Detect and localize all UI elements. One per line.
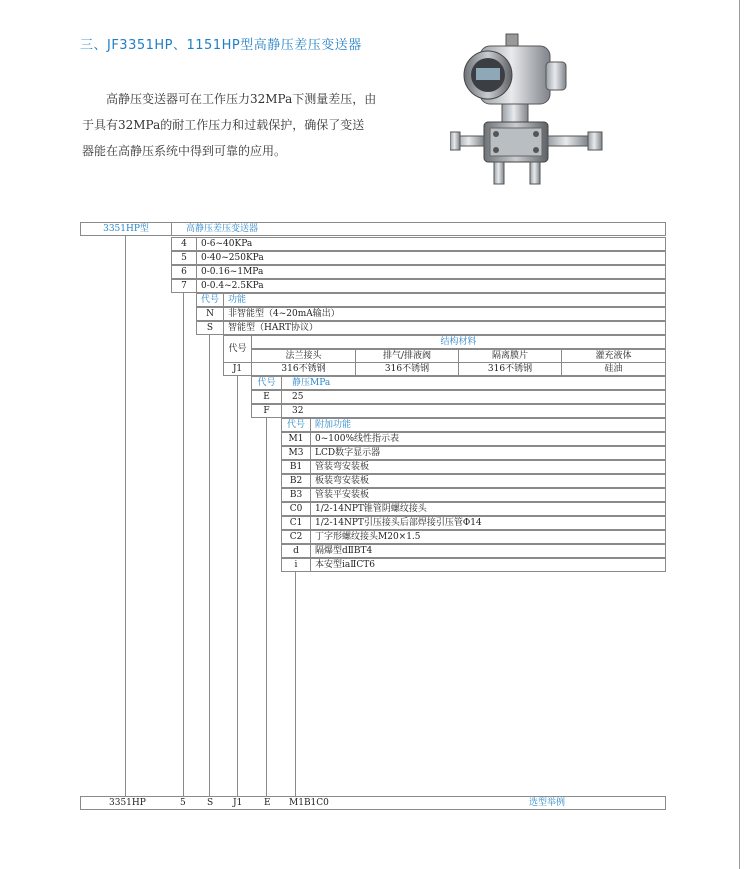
addon-code: B3 [281, 488, 311, 502]
range-code: 4 [171, 237, 197, 251]
function-code-header: 代号 [196, 293, 224, 307]
addon-text: 丁字形螺纹接头M20×1.5 [310, 530, 666, 544]
function-code: S [196, 321, 224, 335]
range-text: 0-6~40KPa [196, 237, 666, 251]
model-label: 3351HP型 [80, 222, 172, 236]
addon-text: LCD数字显示器 [310, 446, 666, 460]
example-label: 选型举例 [529, 798, 566, 808]
addon-code: C1 [281, 516, 311, 530]
material-value: 316不锈钢 [251, 362, 356, 376]
addon-code: C2 [281, 530, 311, 544]
function-code: N [196, 307, 224, 321]
static-code: E [251, 390, 282, 404]
material-code: J1 [223, 362, 252, 376]
range-code: 6 [171, 265, 197, 279]
addon-code-header: 代号 [281, 418, 311, 432]
example-function: S [207, 798, 214, 808]
addon-code: B1 [281, 460, 311, 474]
example-addons: M1B1C0 [289, 798, 329, 808]
range-text: 0-0.16~1MPa [196, 265, 666, 279]
static-text: 32 [281, 404, 666, 418]
function-text: 非智能型（4~20mA输出） [223, 307, 666, 321]
intro-line: 于具有32MPa的耐工作压力和过载保护，确保了变送 [82, 118, 365, 132]
connector-line [295, 572, 296, 796]
example-material: J1 [233, 798, 243, 808]
static-text: 25 [281, 390, 666, 404]
static-header: 静压MPa [281, 376, 666, 390]
material-col: 排气/排液阀 [355, 349, 459, 363]
range-code: 7 [171, 279, 197, 293]
model-desc: 高静压差压变送器 [171, 222, 666, 236]
static-code: F [251, 404, 282, 418]
intro-line: 高静压变送器可在工作压力32MPa下测量差压，由 [106, 92, 377, 106]
function-text: 智能型（HART协议） [223, 321, 666, 335]
example-range: 5 [180, 798, 186, 808]
intro-paragraph [82, 86, 382, 164]
addon-code: M1 [281, 432, 311, 446]
addon-header: 附加功能 [310, 418, 666, 432]
addon-code: M3 [281, 446, 311, 460]
addon-text: 1/2-14NPT引压接头后部焊接引压管Φ14 [310, 516, 666, 530]
transmitter-photo [450, 28, 620, 193]
addon-text: 隔爆型dⅡBT4 [310, 544, 666, 558]
material-col: 法兰接头 [251, 349, 356, 363]
addon-text: 0~100%线性指示表 [310, 432, 666, 446]
example-model: 3351HP [109, 798, 146, 808]
range-text: 0-0.4~2.5KPa [196, 279, 666, 293]
addon-text: 管装弯安装板 [310, 460, 666, 474]
example-static: E [264, 798, 271, 808]
section-title: 三、JF3351HP、1151HP型高静压差压变送器 [80, 38, 362, 53]
connector-line [266, 418, 267, 796]
intro-line: 器能在高静压系统中得到可靠的应用。 [82, 144, 287, 158]
connector-line [237, 376, 238, 796]
addon-text: 本安型iaⅡCT6 [310, 558, 666, 572]
connector-line [125, 236, 126, 796]
addon-text: 管装平安装板 [310, 488, 666, 502]
range-text: 0-40~250KPa [196, 251, 666, 265]
material-value: 316不锈钢 [355, 362, 459, 376]
static-code-header: 代号 [251, 376, 282, 390]
material-code-header: 代号 [223, 335, 252, 363]
addon-text: 1/2-14NPT锥管阴螺纹接头 [310, 502, 666, 516]
connector-line [183, 293, 184, 796]
material-col: 灌充液体 [561, 349, 666, 363]
addon-code: B2 [281, 474, 311, 488]
addon-code: i [281, 558, 311, 572]
connector-line [209, 335, 210, 796]
selection-example-row [80, 796, 666, 810]
function-header: 功能 [223, 293, 666, 307]
addon-code: d [281, 544, 311, 558]
page-edge-rule [739, 0, 740, 869]
material-value: 316不锈钢 [458, 362, 562, 376]
addon-code: C0 [281, 502, 311, 516]
range-code: 5 [171, 251, 197, 265]
material-header: 结构材料 [251, 335, 666, 349]
material-col: 隔离膜片 [458, 349, 562, 363]
material-value: 硅油 [561, 362, 666, 376]
addon-text: 板装弯安装板 [310, 474, 666, 488]
